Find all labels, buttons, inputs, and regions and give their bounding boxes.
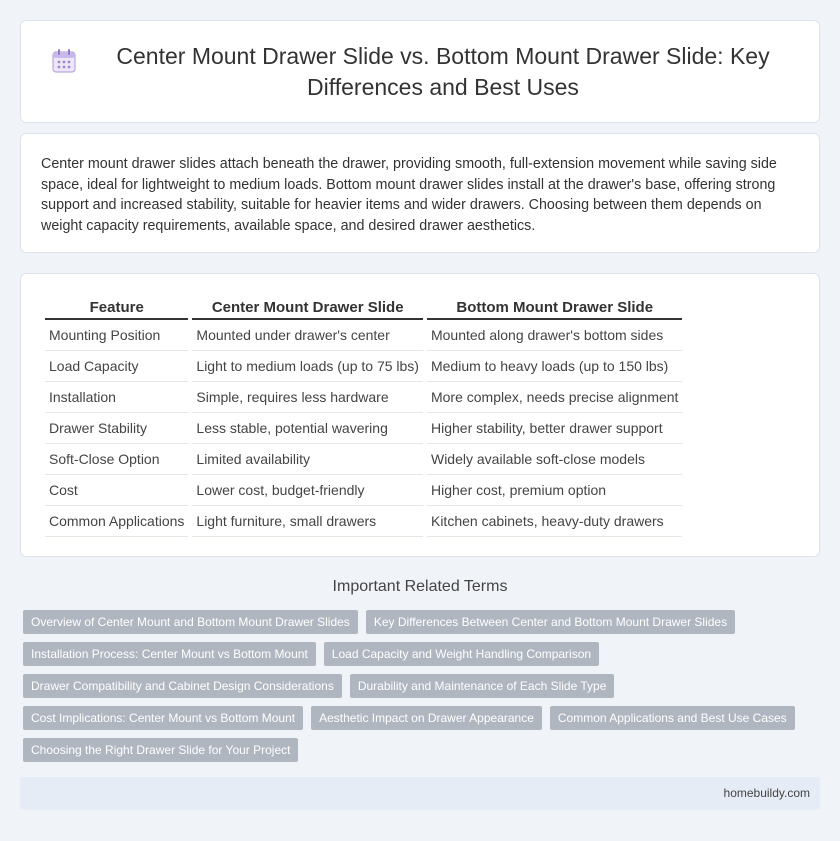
table-cell: Cost xyxy=(45,475,188,506)
table-cell: Mounted under drawer's center xyxy=(192,320,423,351)
table-cell: Less stable, potential wavering xyxy=(192,413,423,444)
related-term-tag[interactable]: Choosing the Right Drawer Slide for Your Project xyxy=(23,738,298,762)
related-term-tag[interactable]: Durability and Maintenance of Each Slide Type xyxy=(350,674,615,698)
table-cell: Higher cost, premium option xyxy=(427,475,682,506)
page-title: Center Mount Drawer Slide vs. Bottom Mount Drawer Slide: Key Differences and Best Uses xyxy=(116,42,770,100)
table-header-cell: Feature xyxy=(45,296,188,320)
table-header-row xyxy=(45,296,682,320)
table-cell: Light furniture, small drawers xyxy=(192,506,423,537)
related-terms-tags xyxy=(23,610,823,770)
footer-site-link[interactable]: homebuildy.com xyxy=(723,786,810,800)
related-terms-heading: Important Related Terms xyxy=(332,578,508,595)
table-cell: Soft-Close Option xyxy=(45,444,188,475)
table-cell: Drawer Stability xyxy=(45,413,188,444)
table-row xyxy=(45,351,682,382)
related-term-tag[interactable]: Key Differences Between Center and Bottom Mount Drawer Slides xyxy=(366,610,735,634)
table-cell: More complex, needs precise alignment xyxy=(427,382,682,413)
related-term-tag[interactable]: Common Applications and Best Use Cases xyxy=(550,706,795,730)
table-header-cell: Center Mount Drawer Slide xyxy=(192,296,423,320)
table-cell: Kitchen cabinets, heavy-duty drawers xyxy=(427,506,682,537)
comparison-table-card xyxy=(20,273,820,557)
table-header-cell: Bottom Mount Drawer Slide xyxy=(427,296,682,320)
table-row xyxy=(45,506,682,537)
related-term-tag[interactable]: Overview of Center Mount and Bottom Mount Drawer Slides xyxy=(23,610,358,634)
table-row xyxy=(45,413,682,444)
related-term-tag[interactable]: Installation Process: Center Mount vs Bottom Mount xyxy=(23,642,316,666)
related-term-tag[interactable]: Cost Implications: Center Mount vs Bottom Mount xyxy=(23,706,303,730)
summary-card xyxy=(20,133,820,253)
related-term-tag[interactable]: Drawer Compatibility and Cabinet Design Considerations xyxy=(23,674,342,698)
calendar-icon xyxy=(50,47,78,75)
table-row xyxy=(45,475,682,506)
table-row xyxy=(45,444,682,475)
table-cell: Medium to heavy loads (up to 150 lbs) xyxy=(427,351,682,382)
comparison-table xyxy=(41,296,686,537)
table-cell: Mounting Position xyxy=(45,320,188,351)
table-cell: Simple, requires less hardware xyxy=(192,382,423,413)
table-row xyxy=(45,382,682,413)
table-cell: Limited availability xyxy=(192,444,423,475)
table-cell: Light to medium loads (up to 75 lbs) xyxy=(192,351,423,382)
title-card xyxy=(20,20,820,123)
summary-text: Center mount drawer slides attach beneath the drawer, providing smooth, full-extension movement while saving side space, ideal for lightweight to medium loads. Bottom mount drawer slides install at the drawer's base, offering strong support and increased stability, suitable for heavier items and wider drawers. Choosing between them depends on weight capacity requirements, available space, and desired drawer aesthetics. xyxy=(41,156,777,234)
table-cell: Load Capacity xyxy=(45,351,188,382)
table-cell: Higher stability, better drawer support xyxy=(427,413,682,444)
related-term-tag[interactable]: Load Capacity and Weight Handling Comparison xyxy=(324,642,599,666)
table-cell: Lower cost, budget-friendly xyxy=(192,475,423,506)
related-term-tag[interactable]: Aesthetic Impact on Drawer Appearance xyxy=(311,706,542,730)
table-cell: Widely available soft-close models xyxy=(427,444,682,475)
table-row xyxy=(45,320,682,351)
table-cell: Installation xyxy=(45,382,188,413)
footer xyxy=(20,777,820,810)
table-cell: Mounted along drawer's bottom sides xyxy=(427,320,682,351)
table-cell: Common Applications xyxy=(45,506,188,537)
